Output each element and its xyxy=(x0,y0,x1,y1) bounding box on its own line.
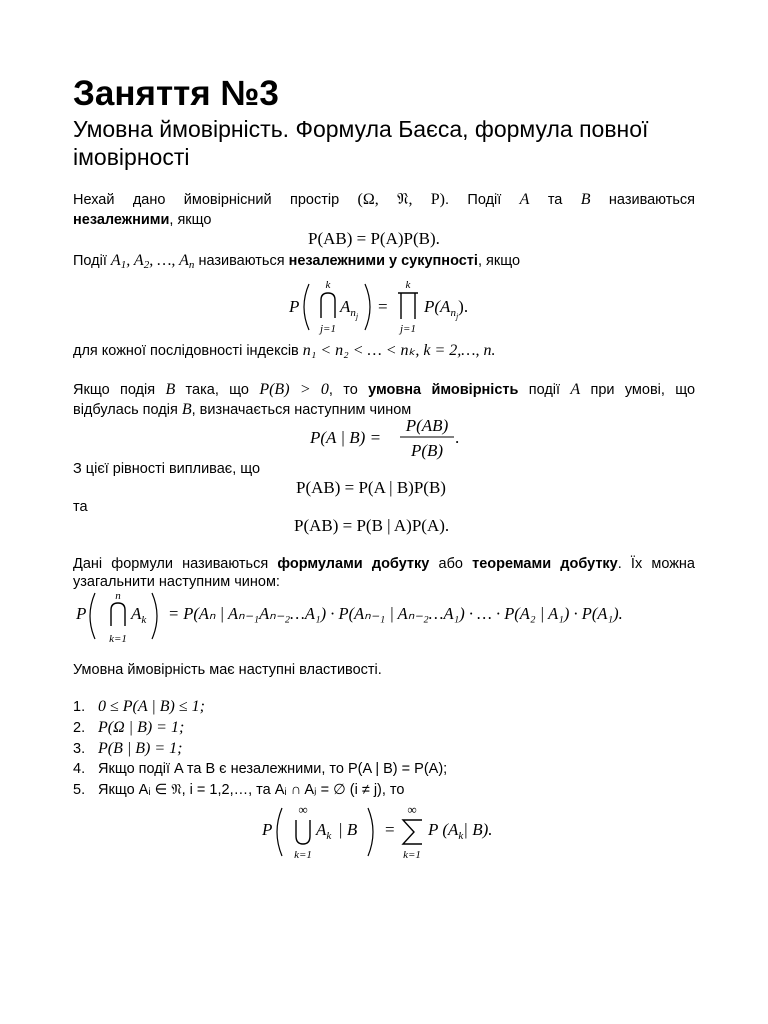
event-a: A xyxy=(519,191,530,208)
left-paren xyxy=(277,808,282,856)
lower-limit: k=1 xyxy=(403,849,421,861)
numerator: P(AB) xyxy=(405,416,449,435)
big-cap-icon xyxy=(111,603,125,626)
text: при умові, що xyxy=(590,382,696,398)
big-sum-icon xyxy=(403,820,422,844)
text: , якщо xyxy=(169,212,212,228)
paragraph-product-formulas-line2: узагальнити наступним чином: xyxy=(73,574,280,590)
probability-space: (Ω, 𝔑, P) xyxy=(357,191,446,208)
p-symbol: P xyxy=(289,297,300,316)
term-a-nj: $A_nj$ xyxy=(340,297,359,321)
text: , якщо xyxy=(477,253,521,269)
big-product-icon xyxy=(398,293,418,319)
index-condition: n₁ < n₂ < … < nₖ, k = 2,…, n. xyxy=(302,342,496,359)
text: Події xyxy=(73,253,107,269)
text: Нехай дано ймовірнісний простір xyxy=(73,192,340,208)
lower-limit: j=1 xyxy=(400,323,416,335)
paragraph-follows: З цієї рівності випливає, що xyxy=(73,461,261,477)
term-product-theorems: теоремами добутку xyxy=(472,556,618,572)
paragraph-product-formulas-line1 xyxy=(73,554,695,574)
paragraph-conditional-def-line1 xyxy=(73,380,695,400)
period: . xyxy=(455,428,460,447)
formula-countable-additivity xyxy=(258,800,518,864)
term-mutually-independent: незалежними у сукупності xyxy=(288,253,478,269)
lower-limit: k=1 xyxy=(294,849,312,861)
properties-list xyxy=(73,696,447,801)
text: для кожної послідовності індексів xyxy=(73,343,299,359)
text: відбулась подія xyxy=(73,402,178,418)
p-symbol: P xyxy=(262,820,273,839)
text: події xyxy=(528,382,561,398)
rhs-product-chain: = P(Aₙ | Aₙ₋₁Aₙ₋₂…A₁) · P(Aₙ₋₁ | Aₙ₋₂…A₁) · … · P(A₂ | A₁) · P(A₁). xyxy=(168,604,623,623)
paragraph-index-sequence xyxy=(73,341,695,361)
formula-general-product xyxy=(73,586,698,648)
formula-product-2: P(AB) = P(B | A)P(A). xyxy=(294,516,450,535)
condition-pb-positive: P(B) > 0 xyxy=(259,381,329,398)
text: або xyxy=(438,556,463,572)
text: . Їх можна xyxy=(617,556,695,572)
lower-limit: j=1 xyxy=(320,323,336,335)
list-item: 3. P(B | B) = 1; xyxy=(73,740,183,757)
denominator: P(B) xyxy=(410,441,444,460)
big-cap-icon xyxy=(321,293,335,318)
p-symbol: P xyxy=(76,604,87,623)
event-b: B xyxy=(181,401,192,418)
list-item: 1. 0 ≤ P(A | B) ≤ 1; xyxy=(73,698,205,715)
upper-limit: k xyxy=(405,279,411,291)
upper-limit: n xyxy=(115,590,121,602)
text: називаються xyxy=(198,253,285,269)
equals-sign: = xyxy=(385,820,395,839)
event-a: A xyxy=(570,381,581,398)
term-a-k: $A_k$ xyxy=(316,820,332,842)
text: . Події xyxy=(445,192,502,208)
text: така, що xyxy=(185,382,249,398)
text: , то xyxy=(328,382,358,398)
formula-mutual-independence xyxy=(285,274,495,340)
paragraph-independence-def-line1 xyxy=(73,190,695,210)
paragraph-mutual-independence xyxy=(73,251,695,271)
equals-sign: = xyxy=(378,297,388,316)
event-sequence: $A_1$, $A_2$, …, $A_n$ xyxy=(110,252,195,271)
event-b: B xyxy=(165,381,176,398)
lhs: P(A | B) = xyxy=(310,428,382,447)
term-independent: незалежними xyxy=(73,212,170,228)
given-b: | B xyxy=(338,820,358,839)
product-term: $P(A_nj)$. xyxy=(424,297,469,321)
list-item: 4. Якщо події A та B є незалежними, то P(A | B) = P(A); xyxy=(73,761,448,777)
left-paren xyxy=(90,593,95,639)
lower-limit: k=1 xyxy=(109,633,127,645)
upper-limit: ∞ xyxy=(298,802,308,817)
formula-product-1: P(AB) = P(A | B)P(B) xyxy=(296,478,446,497)
text: Якщо подія xyxy=(73,382,156,398)
text: , визначається наступним чином xyxy=(191,402,412,418)
sum-term: P ($A_k|$ B). xyxy=(428,820,493,842)
formula-conditional-probability xyxy=(308,414,468,464)
paragraph-and: та xyxy=(73,499,88,515)
text: називаються xyxy=(608,192,696,208)
page-title: Заняття №3 xyxy=(73,74,279,113)
list-item: 2. P(Ω | B) = 1; xyxy=(73,719,185,736)
term-product-formulas: формулами добутку xyxy=(277,556,430,572)
text: та xyxy=(547,192,563,208)
right-paren xyxy=(368,808,373,856)
upper-limit: ∞ xyxy=(407,802,417,817)
term-conditional-probability: умовна ймовірність xyxy=(368,382,519,398)
event-b: B xyxy=(580,191,591,208)
paragraph-properties-intro: Умовна ймовірність має наступні властивості. xyxy=(73,662,382,678)
right-paren xyxy=(365,284,370,330)
page-subtitle: Умовна ймовірність. Формула Баєса, формула повної імовірності xyxy=(73,116,649,170)
formula-independence: P(AB) = P(A)P(B). xyxy=(308,229,440,248)
text: Дані формули називаються xyxy=(73,556,269,572)
left-paren xyxy=(304,284,309,330)
list-item: 5. Якщо Aᵢ ∈ 𝔑, i = 1,2,…, та Aᵢ ∩ Aⱼ = ∅ (i ≠ j), то xyxy=(73,782,405,798)
term-a-k: $A_k$ xyxy=(131,604,147,626)
paragraph-independence-def-line2 xyxy=(73,210,695,230)
big-cup-icon xyxy=(296,820,310,844)
right-paren xyxy=(152,593,157,639)
upper-limit: k xyxy=(325,279,331,291)
